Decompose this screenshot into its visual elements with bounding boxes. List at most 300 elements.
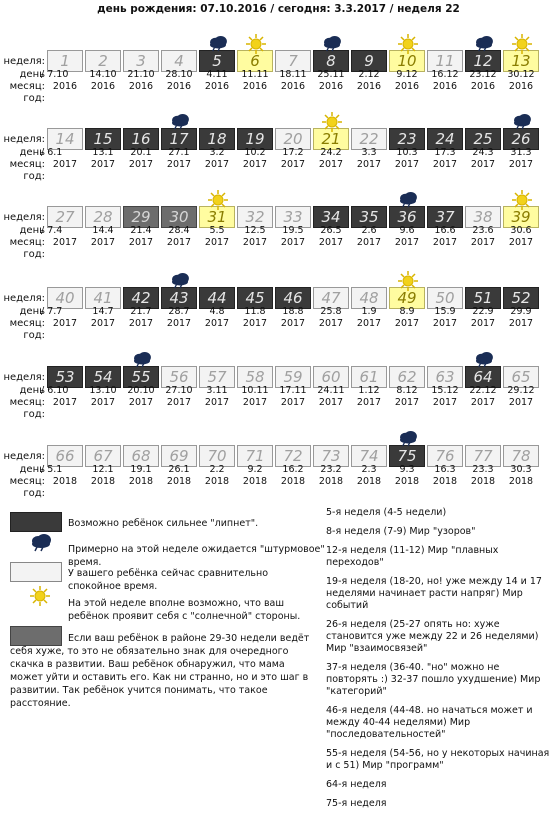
week-date: 10.11 xyxy=(241,385,269,396)
legend-storm-cloud-icon xyxy=(30,534,52,552)
week-cell-52: 52 xyxy=(503,287,539,309)
week-year: 2017 xyxy=(394,397,420,408)
week-date: 28.4 xyxy=(168,225,190,236)
week-date: 5.5 xyxy=(209,225,225,236)
week-year: 2017 xyxy=(90,318,116,329)
week-cell-33: 33 xyxy=(275,206,311,228)
legend-dark-text: Возможно ребёнок сильнее "липнет". xyxy=(68,518,259,529)
week-year: 2017 xyxy=(204,318,230,329)
week-year: 2017 xyxy=(394,318,420,329)
sun-icon xyxy=(398,34,418,50)
legend-calm-swatch xyxy=(10,562,62,582)
week-date: 14.7 xyxy=(92,306,114,317)
dates-row xyxy=(41,464,547,475)
week-year: 2017 xyxy=(394,159,420,170)
storm-cloud-icon xyxy=(170,114,190,130)
week-date: 26.5 xyxy=(320,225,342,236)
week-date: 29.12 xyxy=(507,385,535,396)
week-date: 16.12 xyxy=(431,69,459,80)
week-date: 10.3 xyxy=(396,147,418,158)
week-cell-77: 77 xyxy=(465,445,501,467)
week-year: 2016 xyxy=(432,81,458,92)
week-cell-75: 75 xyxy=(389,445,425,467)
week-year: 2017 xyxy=(166,159,192,170)
week-year: 2017 xyxy=(128,159,154,170)
sun-icon xyxy=(512,190,532,206)
week-year: 2018 xyxy=(242,476,268,487)
week-cell-38: 38 xyxy=(465,206,501,228)
note-item: 5-я неделя (4-5 недели) xyxy=(326,507,447,518)
week-year: 2017 xyxy=(90,159,116,170)
week-cell-48: 48 xyxy=(351,287,387,309)
week-date: 9.6 xyxy=(399,225,415,236)
week-date: 2.6 xyxy=(361,225,377,236)
years-row xyxy=(47,397,547,408)
week-cell-49: 49 xyxy=(389,287,425,309)
note-item: 8-я неделя (7-9) Мир "узоров" xyxy=(326,526,476,537)
month-label: месяц: xyxy=(9,397,45,408)
week-cell-17: 17 xyxy=(161,128,197,150)
week-cell-37: 37 xyxy=(427,206,463,228)
week-cell-34: 34 xyxy=(313,206,349,228)
week-cell-7: 7 xyxy=(275,50,311,72)
week-date: 2.2 xyxy=(209,464,225,475)
week-year: 2016 xyxy=(90,81,116,92)
year-label: год: xyxy=(23,93,45,104)
week-cell-66: 66 xyxy=(47,445,83,467)
week-year: 2017 xyxy=(356,237,382,248)
week-year: 2018 xyxy=(128,476,154,487)
week-cell-41: 41 xyxy=(85,287,121,309)
week-date: 30.6 xyxy=(510,225,532,236)
storm-cloud-icon xyxy=(208,36,228,52)
sun-icon xyxy=(398,271,418,287)
week-cell-35: 35 xyxy=(351,206,387,228)
week-cell-59: 59 xyxy=(275,366,311,388)
week-date: 30.3 xyxy=(510,464,532,475)
week-year: 2017 xyxy=(166,237,192,248)
week-year: 2016 xyxy=(394,81,420,92)
week-cell-6: 6 xyxy=(237,50,273,72)
week-cell-42: 42 xyxy=(123,287,159,309)
legend-dark-swatch xyxy=(10,512,62,532)
month-label: месяц: xyxy=(9,237,45,248)
note-item: 19-я неделя (18-20, но! уже между 14 и 17 неделями начинает расти напряг) Мир событий xyxy=(326,576,542,611)
week-date: 3.2 xyxy=(209,147,225,158)
week-cell-23: 23 xyxy=(389,128,425,150)
storm-cloud-icon xyxy=(474,36,494,52)
sun-icon xyxy=(512,34,532,50)
week-cell-57: 57 xyxy=(199,366,235,388)
week-year: 2017 xyxy=(242,318,268,329)
first-date: / 7.7 xyxy=(41,306,63,317)
legend-storm-text: Примерно на этой неделе ожидается "штурмовое" время. xyxy=(68,544,325,568)
week-year: 2017 xyxy=(242,397,268,408)
week-year: 2016 xyxy=(280,81,306,92)
week-date: 19.1 xyxy=(130,464,152,475)
week-year: 2017 xyxy=(204,397,230,408)
day-label: день xyxy=(19,147,45,158)
week-cell-21: 21 xyxy=(313,128,349,150)
legend-gray-text-body: Если ваш ребёнок в районе 29-30 недели ведёт себя хуже, то это не обязательно знак для очередного скачка в развитии. Ваш ребёнок обнаружил, что мама может уйти и оставить его. Как ни странно, но и это шаг в развитии. Так ребёнок учится понимать, что такое расстояние. xyxy=(10,633,310,709)
week-year: 2016 xyxy=(204,81,230,92)
week-date: 23.2 xyxy=(320,464,342,475)
week-year: 2017 xyxy=(356,159,382,170)
week-cell-39: 39 xyxy=(503,206,539,228)
week-year: 2017 xyxy=(52,237,78,248)
week-cell-31: 31 xyxy=(199,206,235,228)
week-cell-1: 1 xyxy=(47,50,83,72)
week-cell-65: 65 xyxy=(503,366,539,388)
day-label: день xyxy=(19,306,45,317)
week-cell-50: 50 xyxy=(427,287,463,309)
week-label: неделя: xyxy=(3,451,45,462)
week-cell-62: 62 xyxy=(389,366,425,388)
page-header: день рождения: 07.10.2016 / сегодня: 3.3.2017 / неделя 22 xyxy=(97,3,460,15)
week-date: 23.6 xyxy=(472,225,494,236)
week-cell-20: 20 xyxy=(275,128,311,150)
week-year: 2017 xyxy=(470,318,496,329)
week-year: 2017 xyxy=(432,318,458,329)
first-date: / 6.1 xyxy=(41,147,63,158)
week-year: 2017 xyxy=(242,237,268,248)
storm-cloud-icon xyxy=(322,36,342,52)
week-date: 9.12 xyxy=(396,69,418,80)
week-cell-76: 76 xyxy=(427,445,463,467)
year-label: год: xyxy=(23,330,45,341)
dates-row xyxy=(41,147,547,158)
week-year: 2017 xyxy=(280,318,306,329)
week-block xyxy=(0,196,557,264)
week-year: 2016 xyxy=(318,81,344,92)
week-date: 18.11 xyxy=(279,69,307,80)
week-year: 2016 xyxy=(128,81,154,92)
day-label: день xyxy=(19,69,45,80)
week-cell-29: 29 xyxy=(123,206,159,228)
week-cell-78: 78 xyxy=(503,445,539,467)
storm-cloud-icon xyxy=(398,192,418,208)
dates-row xyxy=(41,385,547,396)
week-date: 20.10 xyxy=(127,385,155,396)
week-date: 14.10 xyxy=(89,69,117,80)
week-date: 22.9 xyxy=(472,306,494,317)
week-cell-68: 68 xyxy=(123,445,159,467)
week-year: 2017 xyxy=(508,159,534,170)
note-item: 37-я неделя (36-40. "но" можно не повторять :) 32-37 пошло ухудшение) Мир "категорий" xyxy=(326,662,541,697)
week-year: 2016 xyxy=(242,81,268,92)
week-block xyxy=(0,356,557,424)
storm-cloud-icon xyxy=(474,352,494,368)
week-year: 2016 xyxy=(508,81,534,92)
year-label: год: xyxy=(23,249,45,260)
week-year: 2018 xyxy=(356,476,382,487)
week-date: 22.12 xyxy=(469,385,497,396)
years-row xyxy=(47,318,547,329)
week-block xyxy=(0,277,557,345)
week-cell-10: 10 xyxy=(389,50,425,72)
week-year: 2017 xyxy=(432,237,458,248)
week-block xyxy=(0,435,557,503)
week-cell-53: 53 xyxy=(47,366,83,388)
week-date: 28.10 xyxy=(165,69,193,80)
dates-row xyxy=(41,306,547,317)
week-label: неделя: xyxy=(3,212,45,223)
week-cell-27: 27 xyxy=(47,206,83,228)
week-year: 2017 xyxy=(128,237,154,248)
week-date: 19.5 xyxy=(282,225,304,236)
week-date: 17.11 xyxy=(279,385,307,396)
week-cell-22: 22 xyxy=(351,128,387,150)
week-year: 2018 xyxy=(470,476,496,487)
week-date: 20.1 xyxy=(130,147,152,158)
week-year: 2016 xyxy=(166,81,192,92)
dates-row xyxy=(41,69,547,80)
storm-cloud-icon xyxy=(170,273,190,289)
day-label: день xyxy=(19,225,45,236)
week-date: 9.3 xyxy=(399,464,415,475)
day-label: день xyxy=(19,385,45,396)
week-cell-32: 32 xyxy=(237,206,273,228)
week-cell-69: 69 xyxy=(161,445,197,467)
week-date: 3.11 xyxy=(206,385,228,396)
week-cell-56: 56 xyxy=(161,366,197,388)
week-year: 2017 xyxy=(204,159,230,170)
week-date: 4.11 xyxy=(206,69,228,80)
week-year: 2017 xyxy=(280,237,306,248)
week-cell-73: 73 xyxy=(313,445,349,467)
week-cell-30: 30 xyxy=(161,206,197,228)
week-date: 11.11 xyxy=(241,69,269,80)
week-date: 29.9 xyxy=(510,306,532,317)
week-date: 21.7 xyxy=(130,306,152,317)
week-date: 28.7 xyxy=(168,306,190,317)
storm-cloud-icon xyxy=(132,352,152,368)
dates-row xyxy=(41,225,547,236)
week-block xyxy=(0,118,557,186)
years-row xyxy=(47,476,547,487)
week-year: 2017 xyxy=(52,397,78,408)
week-block xyxy=(0,40,557,108)
week-cell-70: 70 xyxy=(199,445,235,467)
week-year: 2017 xyxy=(204,237,230,248)
week-date: 17.3 xyxy=(434,147,456,158)
week-year: 2018 xyxy=(166,476,192,487)
week-date: 26.1 xyxy=(168,464,190,475)
week-label: неделя: xyxy=(3,372,45,383)
week-date: 16.6 xyxy=(434,225,456,236)
storm-cloud-icon xyxy=(398,431,418,447)
week-year: 2017 xyxy=(470,397,496,408)
year-label: год: xyxy=(23,171,45,182)
week-date: 24.11 xyxy=(317,385,345,396)
week-date: 4.8 xyxy=(209,306,225,317)
week-cell-14: 14 xyxy=(47,128,83,150)
week-year: 2018 xyxy=(318,476,344,487)
week-year: 2017 xyxy=(280,159,306,170)
week-cell-63: 63 xyxy=(427,366,463,388)
week-date: 24.2 xyxy=(320,147,342,158)
week-cell-55: 55 xyxy=(123,366,159,388)
week-year: 2017 xyxy=(432,159,458,170)
week-date: 1.12 xyxy=(358,385,380,396)
note-item: 64-я неделя xyxy=(326,779,387,790)
week-date: 21.10 xyxy=(127,69,155,80)
week-year: 2017 xyxy=(318,159,344,170)
note-item: 26-я неделя (25-27 опять но: хуже становится уже между 22 и 26 неделями) Мир "взаимосвязей" xyxy=(326,619,539,654)
week-year: 2016 xyxy=(356,81,382,92)
week-date: 9.2 xyxy=(247,464,263,475)
first-date: / 7.4 xyxy=(41,225,63,236)
week-cell-36: 36 xyxy=(389,206,425,228)
week-cell-71: 71 xyxy=(237,445,273,467)
week-year: 2018 xyxy=(508,476,534,487)
storm-cloud-icon xyxy=(512,114,532,130)
week-year: 2017 xyxy=(166,397,192,408)
week-year: 2017 xyxy=(318,397,344,408)
legend-sun-icon xyxy=(30,586,50,606)
first-date: / 5.1 xyxy=(41,464,63,475)
week-date: 25.11 xyxy=(317,69,345,80)
week-cell-60: 60 xyxy=(313,366,349,388)
week-date: 23.3 xyxy=(472,464,494,475)
week-date: 8.12 xyxy=(396,385,418,396)
month-label: месяц: xyxy=(9,318,45,329)
week-date: 15.12 xyxy=(431,385,459,396)
year-label: год: xyxy=(23,488,45,499)
week-cell-18: 18 xyxy=(199,128,235,150)
week-year: 2017 xyxy=(508,237,534,248)
week-year: 2018 xyxy=(90,476,116,487)
week-year: 2018 xyxy=(394,476,420,487)
week-date: 27.1 xyxy=(168,147,190,158)
week-cell-25: 25 xyxy=(465,128,501,150)
week-date: 18.8 xyxy=(282,306,304,317)
week-year: 2017 xyxy=(318,237,344,248)
week-year: 2017 xyxy=(90,237,116,248)
week-cell-43: 43 xyxy=(161,287,197,309)
legend-gray-text xyxy=(10,632,315,710)
week-year: 2016 xyxy=(470,81,496,92)
week-cell-47: 47 xyxy=(313,287,349,309)
notes-list xyxy=(326,507,551,817)
day-label: день xyxy=(19,464,45,475)
years-row xyxy=(47,237,547,248)
first-date: / 6.10 xyxy=(41,385,69,396)
week-cell-51: 51 xyxy=(465,287,501,309)
week-date: 2.12 xyxy=(358,69,380,80)
years-row xyxy=(47,159,547,170)
week-date: 1.9 xyxy=(361,306,377,317)
week-year: 2017 xyxy=(356,397,382,408)
week-cell-3: 3 xyxy=(123,50,159,72)
week-cell-67: 67 xyxy=(85,445,121,467)
week-year: 2017 xyxy=(90,397,116,408)
week-cell-45: 45 xyxy=(237,287,273,309)
week-date: 15.9 xyxy=(434,306,456,317)
week-cell-12: 12 xyxy=(465,50,501,72)
week-cell-9: 9 xyxy=(351,50,387,72)
first-date: / 7.10 xyxy=(41,69,69,80)
sun-icon xyxy=(208,190,228,206)
week-cell-5: 5 xyxy=(199,50,235,72)
week-year: 2017 xyxy=(242,159,268,170)
month-label: месяц: xyxy=(9,476,45,487)
week-date: 24.3 xyxy=(472,147,494,158)
week-year: 2017 xyxy=(166,318,192,329)
week-year: 2018 xyxy=(204,476,230,487)
week-cell-16: 16 xyxy=(123,128,159,150)
week-date: 25.8 xyxy=(320,306,342,317)
week-cell-15: 15 xyxy=(85,128,121,150)
week-date: 12.5 xyxy=(244,225,266,236)
week-year: 2017 xyxy=(508,397,534,408)
week-year: 2017 xyxy=(318,318,344,329)
week-cell-4: 4 xyxy=(161,50,197,72)
week-year: 2017 xyxy=(52,318,78,329)
week-year: 2017 xyxy=(280,397,306,408)
week-cell-44: 44 xyxy=(199,287,235,309)
week-cell-54: 54 xyxy=(85,366,121,388)
week-year: 2017 xyxy=(470,159,496,170)
week-date: 3.3 xyxy=(361,147,377,158)
week-date: 27.10 xyxy=(165,385,193,396)
sun-icon xyxy=(246,34,266,50)
week-year: 2017 xyxy=(508,318,534,329)
week-date: 16.3 xyxy=(434,464,456,475)
year-label: год: xyxy=(23,409,45,420)
week-date: 23.12 xyxy=(469,69,497,80)
week-year: 2017 xyxy=(432,397,458,408)
note-item: 12-я неделя (11-12) Мир "плавных переходов" xyxy=(326,545,499,568)
note-item: 55-я неделя (54-56, но у некоторых начиная и с 51) Мир "программ" xyxy=(326,748,550,771)
week-year: 2017 xyxy=(394,237,420,248)
week-label: неделя: xyxy=(3,293,45,304)
week-cell-26: 26 xyxy=(503,128,539,150)
week-year: 2017 xyxy=(356,318,382,329)
week-year: 2017 xyxy=(52,159,78,170)
week-cell-19: 19 xyxy=(237,128,273,150)
week-date: 13.1 xyxy=(92,147,114,158)
week-date: 10.2 xyxy=(244,147,266,158)
week-year: 2018 xyxy=(52,476,78,487)
week-cell-8: 8 xyxy=(313,50,349,72)
week-year: 2018 xyxy=(280,476,306,487)
week-year: 2017 xyxy=(470,237,496,248)
legend-calm-text: У вашего ребёнка сейчас сравнительно спокойное время. xyxy=(68,568,269,592)
week-cell-58: 58 xyxy=(237,366,273,388)
week-date: 16.2 xyxy=(282,464,304,475)
week-date: 30.12 xyxy=(507,69,535,80)
week-cell-61: 61 xyxy=(351,366,387,388)
note-item: 75-я неделя xyxy=(326,798,387,809)
week-date: 8.9 xyxy=(399,306,415,317)
week-cell-40: 40 xyxy=(47,287,83,309)
week-label: неделя: xyxy=(3,134,45,145)
week-cell-24: 24 xyxy=(427,128,463,150)
week-cell-28: 28 xyxy=(85,206,121,228)
legend-sun-text: На этой неделе вполне возможно, что ваш ребёнок проявит себя с "солнечной" стороны. xyxy=(68,598,301,622)
week-cell-64: 64 xyxy=(465,366,501,388)
week-date: 12.1 xyxy=(92,464,114,475)
week-year: 2016 xyxy=(52,81,78,92)
week-date: 2.3 xyxy=(361,464,377,475)
week-year: 2017 xyxy=(128,318,154,329)
week-date: 13.10 xyxy=(89,385,117,396)
week-date: 21.4 xyxy=(130,225,152,236)
week-cell-11: 11 xyxy=(427,50,463,72)
note-item: 46-я неделя (44-48. но начаться может и между 40-44 неделями) Мир "последовательностей" xyxy=(326,705,533,740)
week-date: 17.2 xyxy=(282,147,304,158)
